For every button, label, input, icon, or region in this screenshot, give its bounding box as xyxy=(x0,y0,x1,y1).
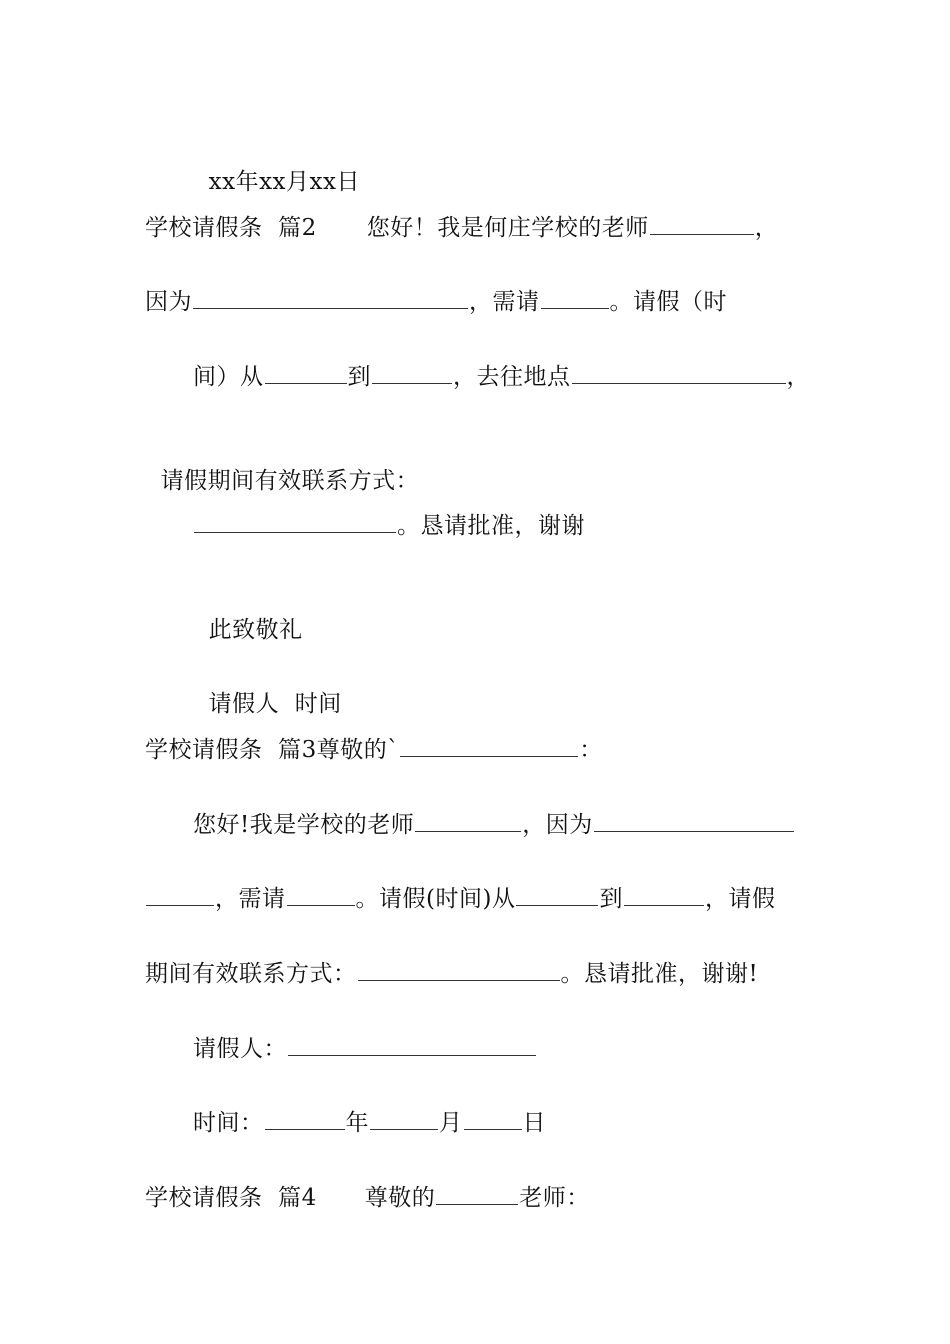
month-blank xyxy=(370,1107,438,1130)
month-label: 月 xyxy=(439,1110,463,1136)
note2-time-line xyxy=(193,361,810,392)
comma: ， xyxy=(754,215,779,241)
comma: ， xyxy=(786,364,810,390)
because-label: ，因为 xyxy=(522,812,593,838)
salutation-end: 老师： xyxy=(519,1185,590,1211)
leave-time-label: 。请假（时 xyxy=(609,289,727,315)
need-label: ，需请 xyxy=(215,886,286,912)
request-text: 。恳请批准，谢谢! xyxy=(560,961,759,987)
closing-text: 此致敬礼 xyxy=(208,617,303,643)
year-blank xyxy=(265,1107,345,1130)
contact-label: 期间有效联系方式： xyxy=(145,961,357,987)
contact-label: 请假期间有效联系方式： xyxy=(160,468,420,494)
note3-greeting-line xyxy=(193,809,795,840)
note3-time-line xyxy=(145,883,775,914)
because-label: 因为 xyxy=(145,289,192,315)
signature-text: 请假人 时间 xyxy=(208,691,342,717)
year-label: 年 xyxy=(345,1110,369,1136)
salutation-start: 尊敬的 xyxy=(364,1185,436,1211)
contact-blank xyxy=(194,510,396,533)
from-date-blank xyxy=(265,361,347,384)
date-line xyxy=(193,137,360,197)
to-date-blank xyxy=(624,883,704,906)
note2-closing-line xyxy=(193,585,303,645)
to-date-blank xyxy=(372,361,452,384)
note3-heading-line xyxy=(145,734,603,765)
destination-blank xyxy=(572,361,786,384)
note2-greeting: 您好！我是何庄学校的老师 xyxy=(366,215,649,241)
date-text: xx年xx月xx日 xyxy=(208,169,360,195)
duration-blank xyxy=(541,286,609,309)
day-label: 日 xyxy=(522,1110,546,1136)
to-label: 到 xyxy=(599,886,623,912)
from-date-blank xyxy=(516,883,598,906)
note2-heading-line xyxy=(145,212,778,243)
leave-label: ，请假 xyxy=(704,886,776,912)
note2-reason-line xyxy=(145,286,727,317)
note3-applicant-line xyxy=(193,1033,537,1064)
applicant-blank xyxy=(288,1033,536,1056)
colon: ： xyxy=(579,737,603,763)
note3-greeting: 您好!我是学校的老师 xyxy=(193,812,415,838)
reason-blank-continued xyxy=(146,883,214,906)
teacher-name-blank xyxy=(650,212,754,235)
note3-heading: 学校请假条 篇3尊敬的` xyxy=(145,737,400,763)
need-label: ，需请 xyxy=(469,289,540,315)
from-label: 间）从 xyxy=(193,364,264,390)
teacher-name-blank xyxy=(415,809,521,832)
time-label: 时间： xyxy=(193,1110,264,1136)
reason-blank xyxy=(193,286,468,309)
note2-heading: 学校请假条 篇2 xyxy=(145,215,317,241)
note2-contact-line xyxy=(145,436,419,496)
teacher-name-blank xyxy=(436,1182,518,1205)
recipient-blank xyxy=(400,734,578,757)
note4-heading-line xyxy=(145,1182,590,1213)
note2-signature-line xyxy=(193,659,342,719)
request-text: 。恳请批准，谢谢 xyxy=(397,513,585,539)
note4-heading: 学校请假条 篇4 xyxy=(145,1185,317,1211)
note3-contact-line xyxy=(145,958,758,989)
contact-blank xyxy=(358,958,560,981)
reason-blank xyxy=(594,809,794,832)
duration-blank xyxy=(287,883,355,906)
note2-request-line xyxy=(193,510,585,541)
applicant-label: 请假人： xyxy=(193,1036,287,1062)
note3-date-line xyxy=(193,1107,546,1138)
destination-label: ，去往地点 xyxy=(453,364,571,390)
to-label: 到 xyxy=(347,364,371,390)
day-blank xyxy=(464,1107,522,1130)
leave-time-label: 。请假(时间)从 xyxy=(355,886,516,912)
